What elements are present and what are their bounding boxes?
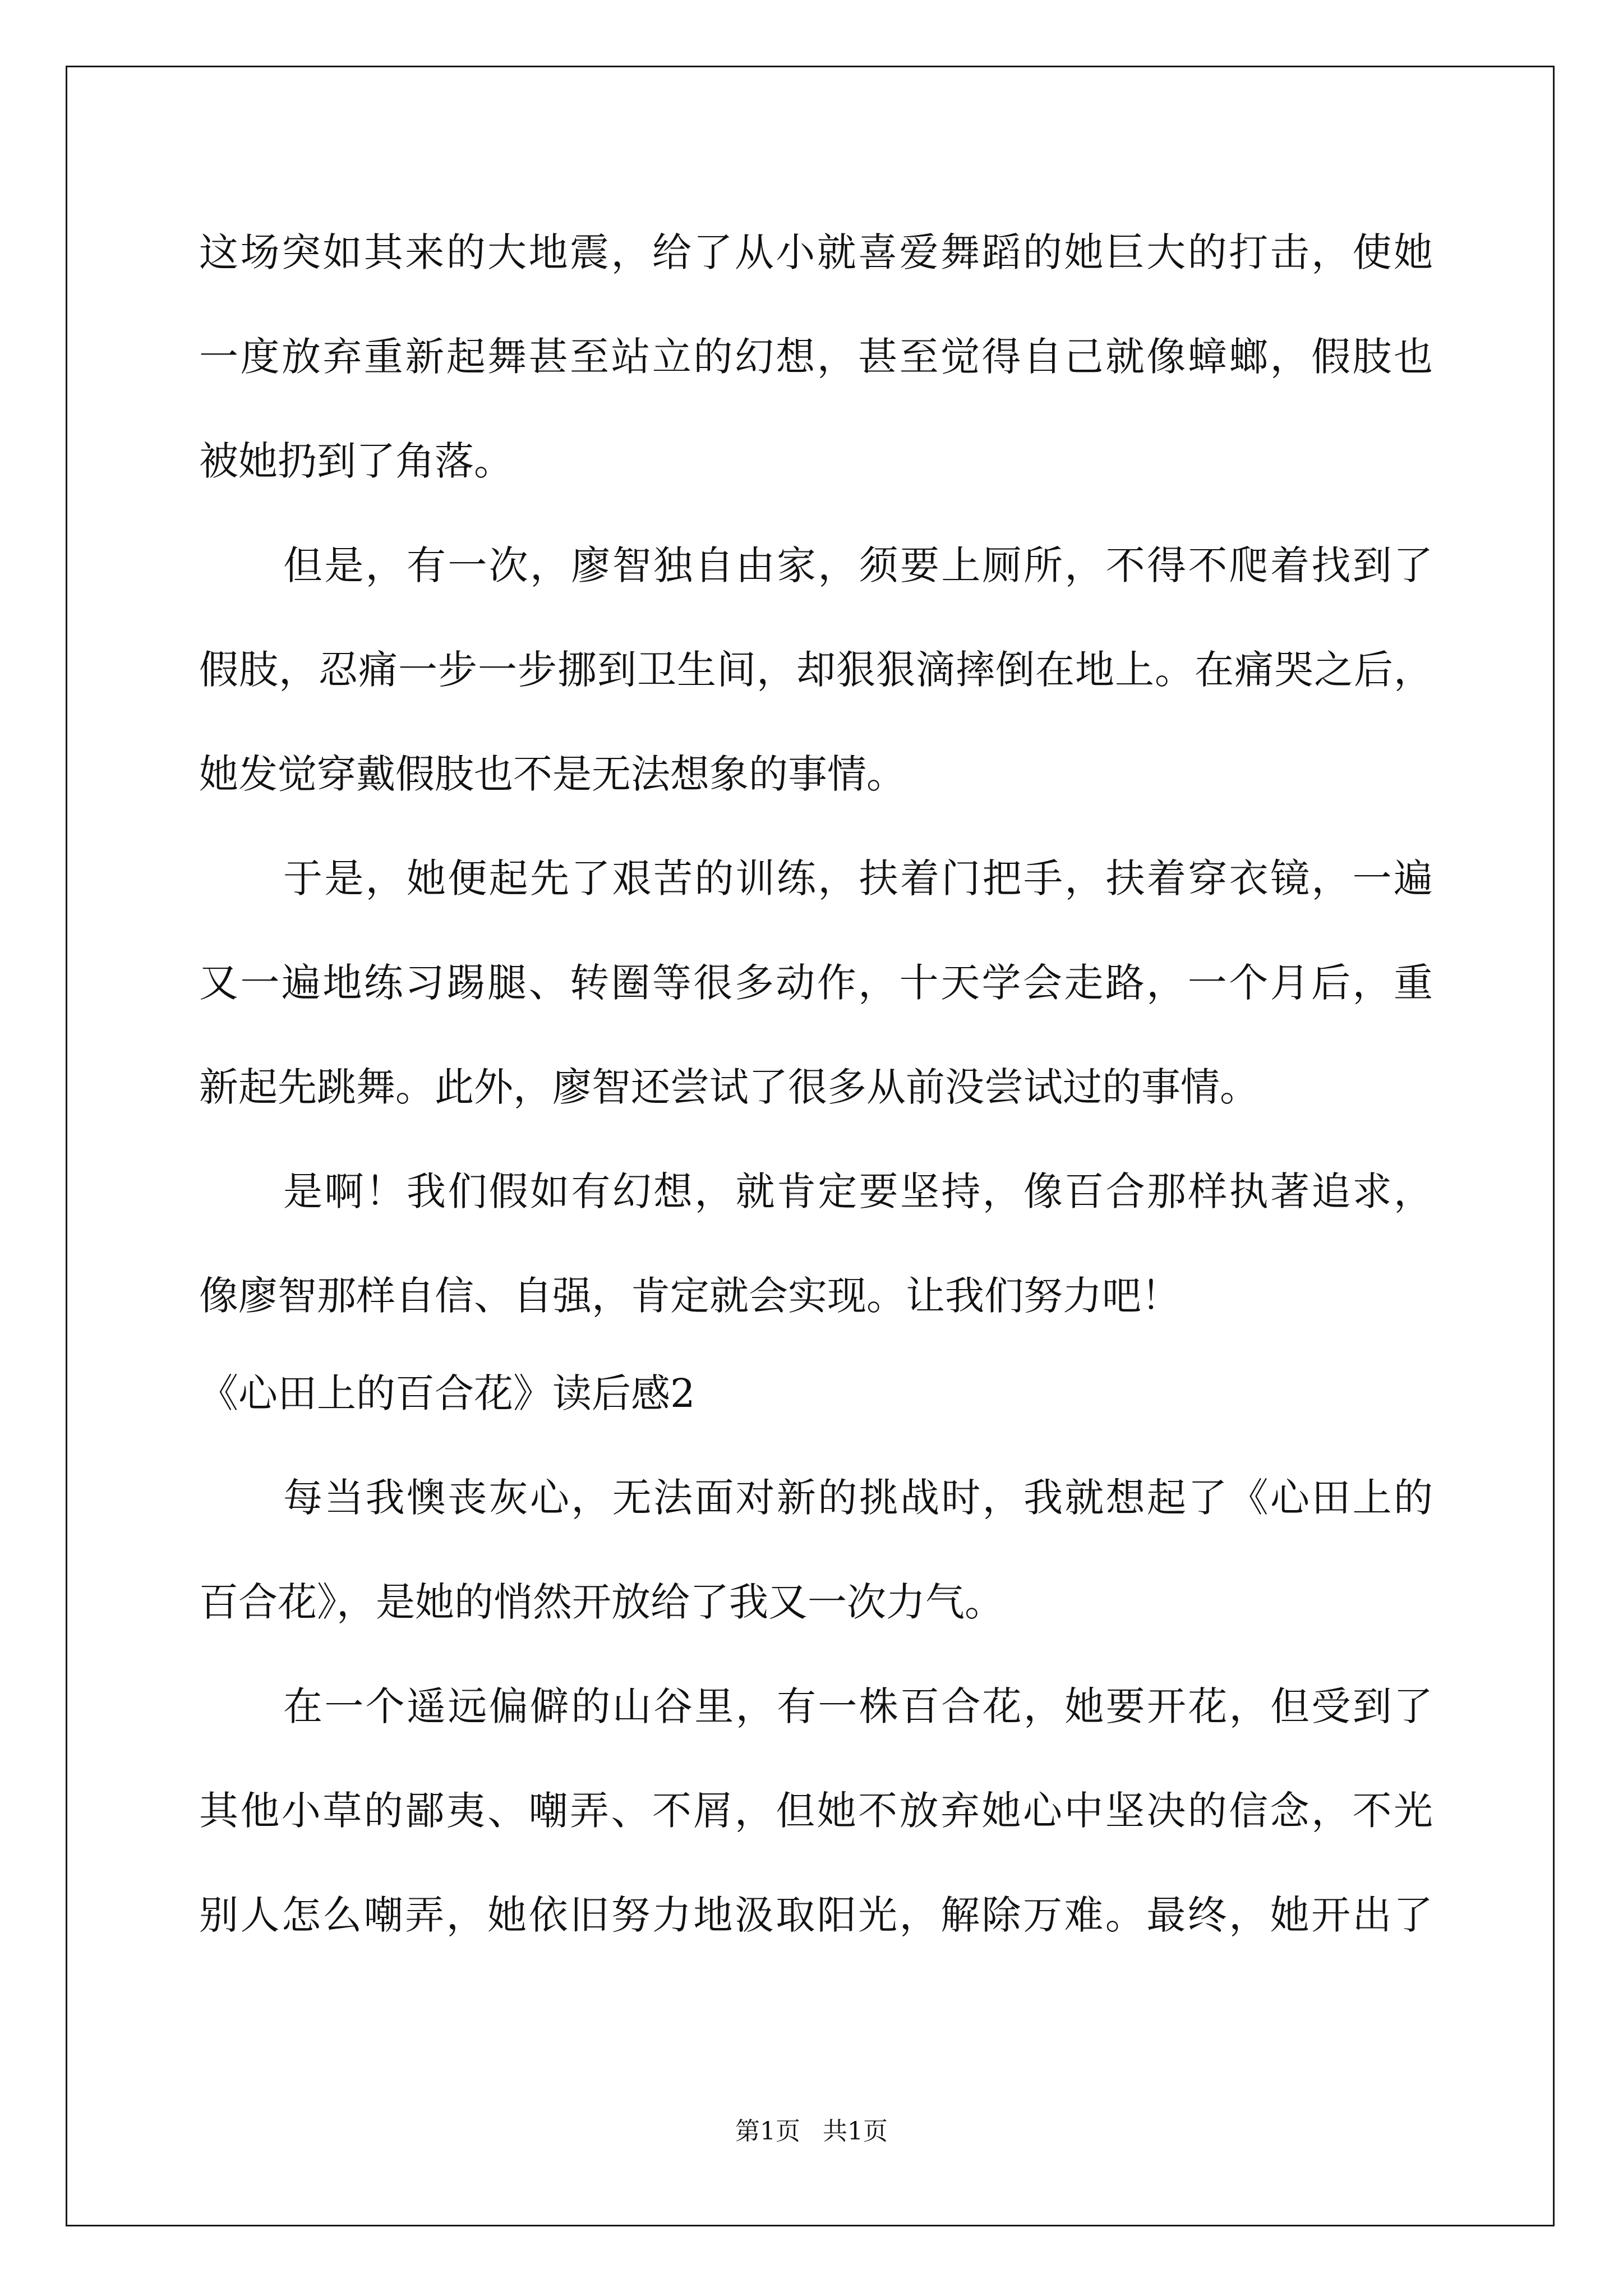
page-total: 共1页 [823,2117,888,2146]
text-line: 但是，有一次，廖智独自由家，须要上厕所，不得不爬着找到了 [283,542,1433,588]
text-line: 像廖智那样自信、自强，肯定就会实现。让我们努力吧！ [199,1273,1181,1319]
text-line: 被她扔到了角落。 [199,438,513,484]
text-line: 其他小草的鄙夷、嘲弄、不屑，但她不放弃她心中坚决的信念，不光 [199,1788,1433,1834]
text-line: 每当我懊丧灰心，无法面对新的挑战时，我就想起了《心田上的 [283,1475,1433,1521]
page-number: 第1页 [735,2117,800,2146]
text-line: 她发觉穿戴假肢也不是无法想象的事情。 [199,751,906,797]
text-line: 这场突如其来的大地震，给了从小就喜爱舞蹈的她巨大的打击，使她 [199,229,1433,275]
page-footer [0,2115,1623,2148]
text-line: 假肢，忍痛一步一步挪到卫生间，却狠狠滴摔倒在地上。在痛哭之后， [199,647,1433,693]
text-line: 又一遍地练习踢腿、转圈等很多动作，十天学会走路，一个月后，重 [199,960,1433,1006]
section-heading: 《心田上的百合花》读后感2 [199,1370,695,1416]
text-line: 百合花》，是她的悄然开放给了我又一次力气。 [199,1579,1004,1625]
text-line: 于是，她便起先了艰苦的训练，扶着门把手，扶着穿衣镜，一遍 [283,855,1433,901]
text-line: 一度放弃重新起舞甚至站立的幻想，甚至觉得自己就像蟑螂，假肢也 [199,334,1433,380]
text-line: 在一个遥远偏僻的山谷里，有一株百合花，她要开花，但受到了 [283,1683,1433,1729]
text-line: 别人怎么嘲弄，她依旧努力地汲取阳光，解除万难。最终，她开出了 [199,1892,1433,1938]
text-line: 是啊！我们假如有幻想，就肯定要坚持，像百合那样执著追求， [283,1168,1433,1214]
text-line: 新起先跳舞。此外，廖智还尝试了很多从前没尝试过的事情。 [199,1064,1259,1110]
